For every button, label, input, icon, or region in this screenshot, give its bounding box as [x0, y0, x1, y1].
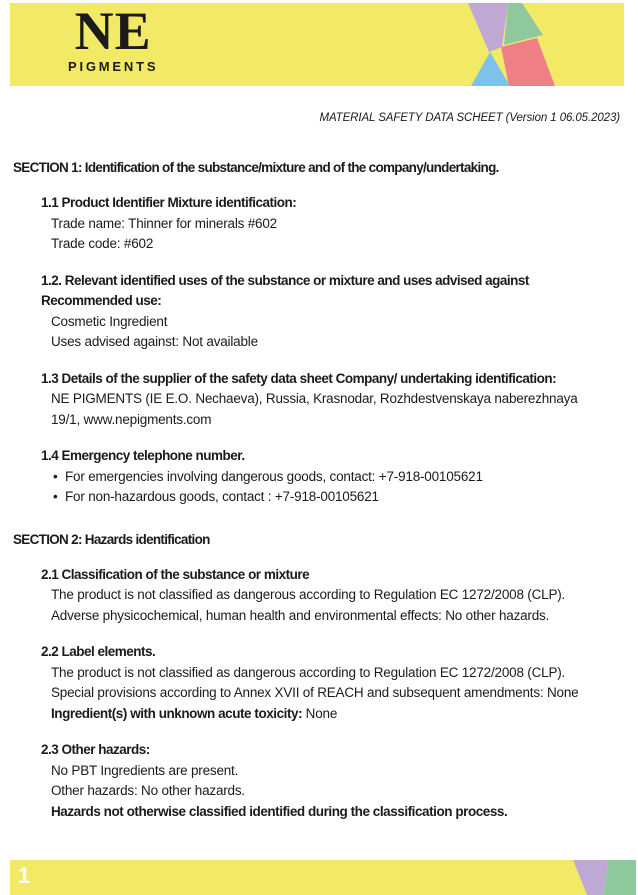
nonhazardous-contact-text: For non-hazardous goods, contact : +7-918-00105621: [65, 489, 379, 504]
document-body: [0, 110, 638, 822]
subsection-2-1-heading: 2.1 Classification of the substance or mixture: [41, 566, 310, 582]
classification-line2: Adverse physicochemical, human health and environmental effects: No other hazards.: [51, 607, 550, 623]
footer-band: [10, 860, 636, 895]
subsection-1-4: [41, 446, 638, 508]
subsection-2-2: [41, 642, 638, 724]
page-number: 1: [18, 863, 31, 888]
unknown-toxicity-value: None: [302, 705, 338, 721]
uses-advised-against-line: Uses advised against: Not available: [51, 334, 258, 349]
not-otherwise-classified-line: Hazards not otherwise classified identified during the classification process.: [51, 803, 508, 819]
classification-line1: The product is not classified as dangerous according to Regulation EC 1272/2008 (CLP).: [51, 587, 566, 602]
label-elements-line2: Special provisions according to Annex XVII of REACH and subsequent amendments: None: [51, 685, 579, 700]
subsection-2-1: [41, 565, 638, 627]
section-2-title: SECTION 2: Hazards identification: [13, 531, 210, 547]
subsection-1-1-heading: 1.1 Product Identifier Mixture identification:: [41, 195, 297, 210]
subsection-1-3-heading: 1.3 Details of the supplier of the safety data sheet Company/ undertaking identification:: [41, 370, 557, 386]
subsection-1-4-heading: 1.4 Emergency telephone number.: [41, 448, 245, 463]
website-link[interactable]: www.nepigments.com: [83, 411, 212, 427]
brand-logo-pigments: PIGMENTS: [68, 59, 159, 74]
supplier-address-prefix: 19/1,: [51, 411, 84, 427]
brand-logo-ne: NE: [74, 1, 152, 61]
recommended-use-line: Cosmetic Ingredient: [51, 313, 168, 329]
subsection-2-2-heading: 2.2 Label elements.: [41, 644, 156, 659]
subsection-1-2: [41, 271, 638, 353]
emergency-contact-bullet: [53, 467, 638, 488]
brand-logo: [68, 1, 159, 74]
footer-band-graphic: [10, 860, 636, 895]
trade-code-line: Trade code: #602: [51, 236, 154, 251]
other-hazards-line: Other hazards: No other hazards.: [51, 783, 245, 798]
bullet-icon: •: [53, 489, 58, 504]
trade-name-line: Trade name: Thinner for minerals #602: [51, 215, 277, 231]
unknown-toxicity-line: [51, 704, 638, 725]
bullet-icon: •: [53, 468, 58, 484]
subsection-1-1: [41, 193, 638, 255]
supplier-address-line: NE PIGMENTS (IE E.O. Nechaeva), Russia, Krasnodar, Rozhdestvenskaya naberezhnaya: [51, 391, 578, 406]
pbt-line: No PBT Ingredients are present.: [51, 762, 239, 778]
supplier-address-line2: [51, 410, 638, 431]
nonhazardous-contact-bullet: [53, 487, 638, 508]
footer-green-shape-icon: [603, 860, 636, 895]
unknown-toxicity-label: Ingredient(s) with unknown acute toxicity:: [51, 705, 303, 721]
subsection-2-3-heading: 2.3 Other hazards:: [41, 742, 150, 757]
subsection-1-2-heading-line1: 1.2. Relevant identified uses of the substance or mixture and uses advised against: [41, 272, 529, 288]
document-meta-title: MATERIAL SAFETY DATA SCHEET (Version 1 06.05.2023): [319, 112, 620, 124]
subsection-2-3: [41, 740, 638, 822]
emergency-contact-text: For emergencies involving dangerous goods, contact: +7-918-00105621: [65, 468, 483, 484]
section-1-title: SECTION 1: Identification of the substance/mixture and of the company/undertaking.: [13, 160, 499, 175]
subsection-1-2-heading-line2: Recommended use:: [41, 293, 162, 308]
header-band: [10, 3, 624, 86]
subsection-1-3: [41, 369, 638, 431]
footer-band-bg: [10, 860, 587, 895]
label-elements-line1: The product is not classified as dangerous according to Regulation EC 1272/2008 (CLP).: [51, 664, 566, 680]
